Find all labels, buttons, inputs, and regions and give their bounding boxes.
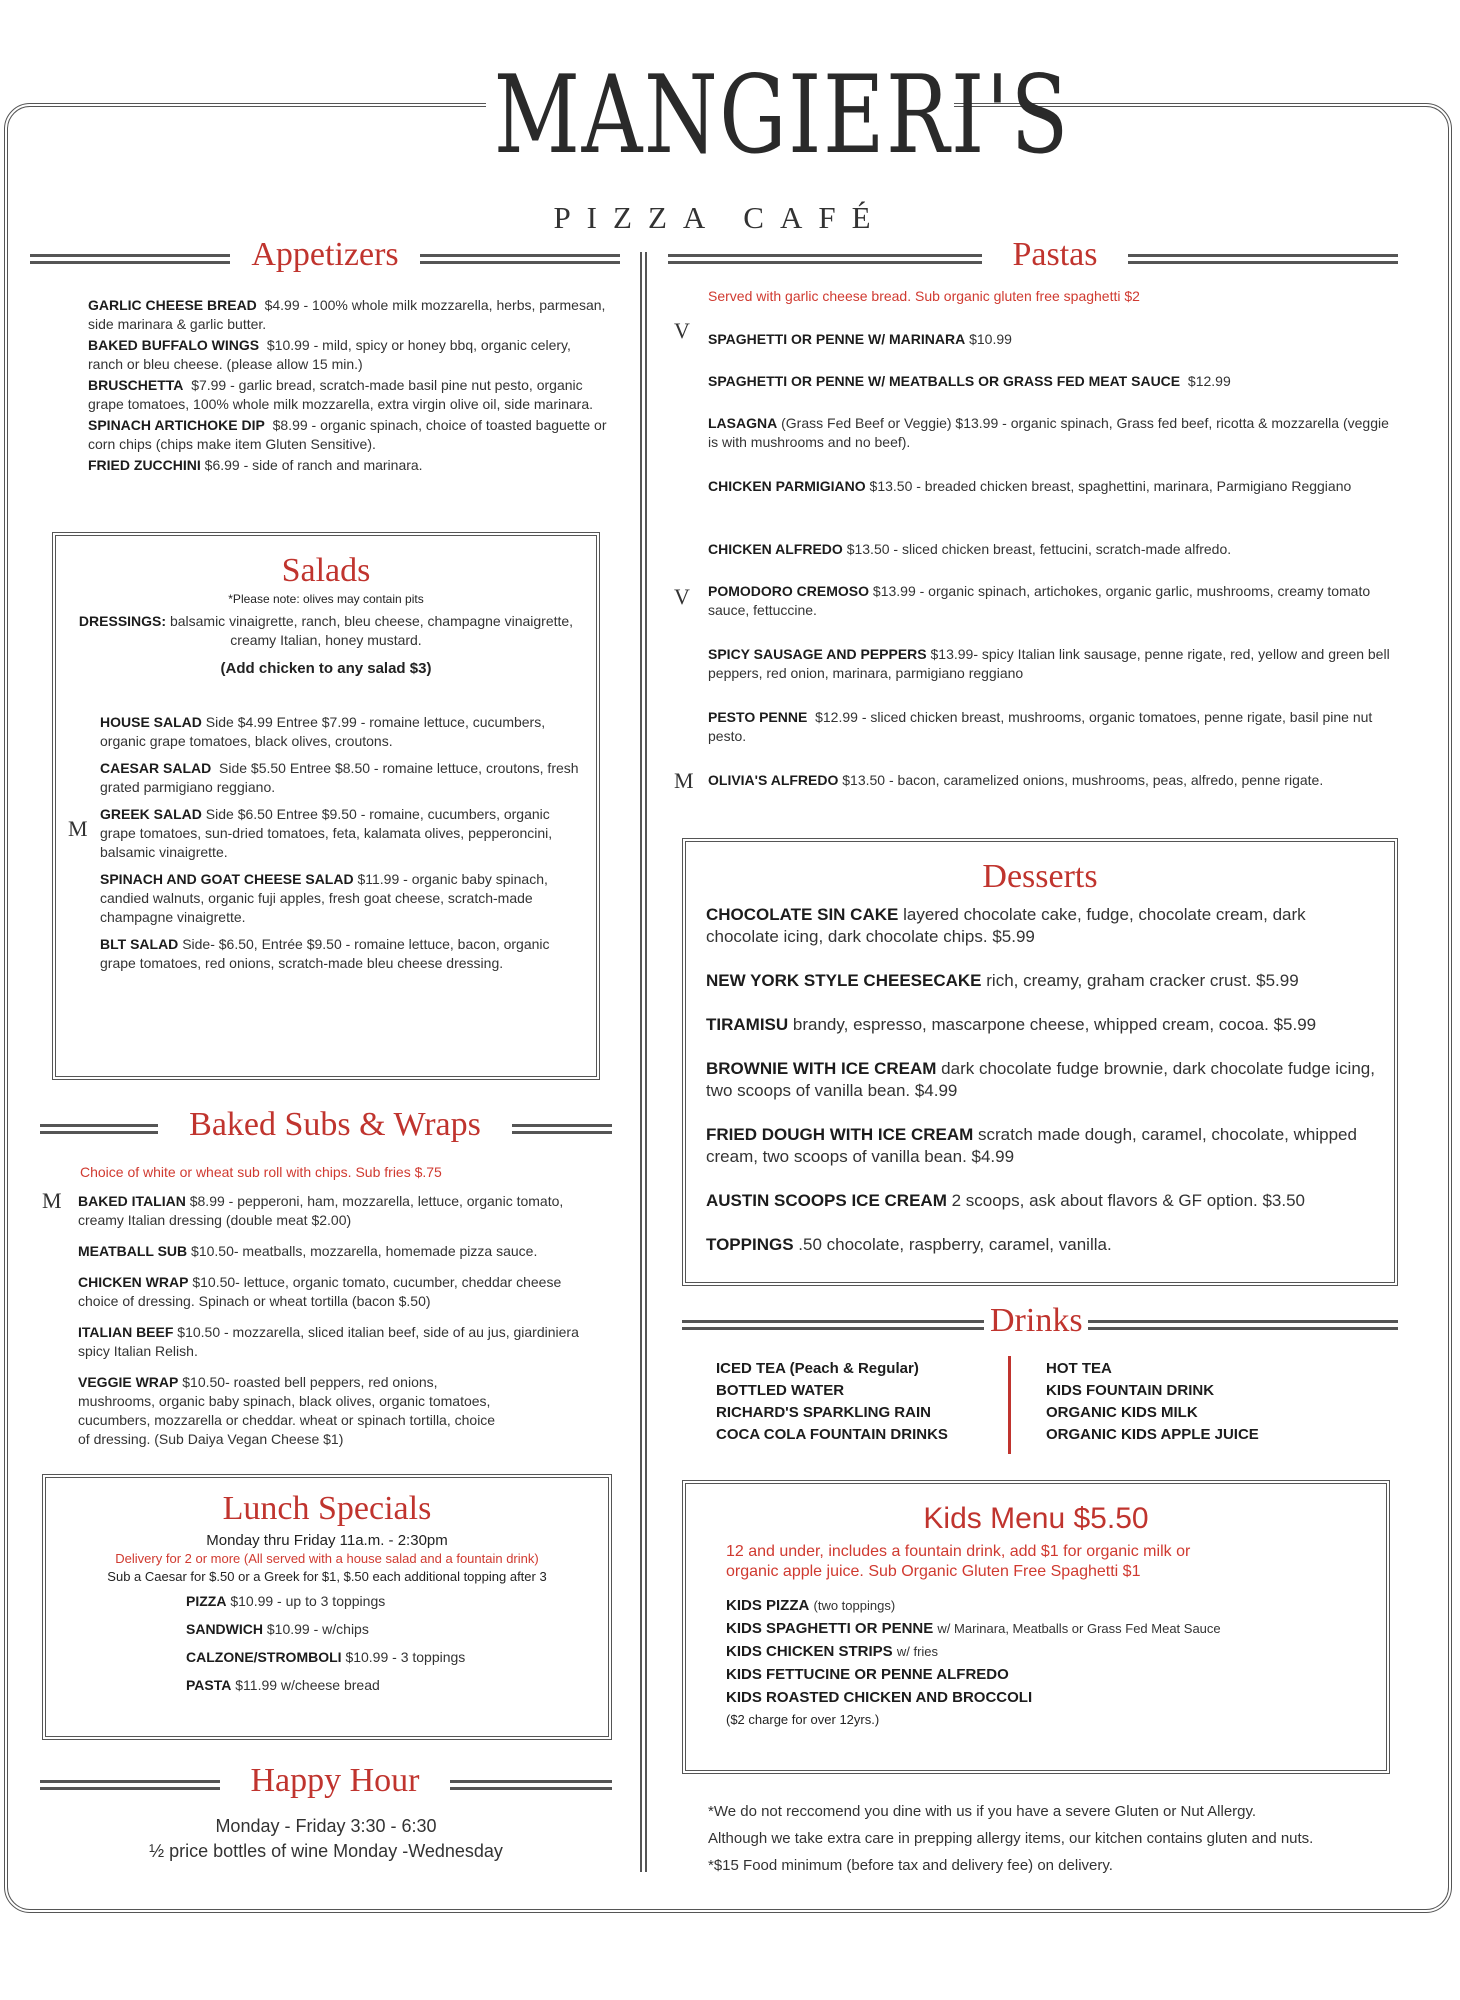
happy-hour-days: Monday - Friday 3:30 - 6:30 [215, 1816, 437, 1836]
item-name: KIDS FETTUCINE OR PENNE ALFREDO [726, 1666, 1009, 1683]
footnote: Although we take extra care in prepping allergy items, our kitchen contains gluten and nuts. [708, 1830, 1314, 1847]
item-desc: .50 chocolate, raspberry, caramel, vanilla. [798, 1235, 1112, 1254]
lunch-sub-note: Sub a Caesar for $.50 or a Greek for $1, $.50 each additional topping after 3 [107, 1569, 547, 1584]
footnote: *$15 Food minimum (before tax and delivery fee) on delivery. [708, 1857, 1113, 1874]
item-name: LASAGNA [708, 415, 778, 431]
item-desc: $11.99 - organic baby spinach, candied walnuts, organic fuji apples, fresh goat cheese, scratch-made champagne vinaigrette. [100, 871, 548, 925]
item-desc: $10.99 - w/chips [266, 1621, 369, 1637]
drinks-left-list [716, 1358, 1016, 1446]
menu-item [100, 870, 586, 927]
menu-item [78, 1373, 498, 1449]
item-desc: $6.99 - side of ranch and marinara. [204, 457, 423, 473]
pastas-list [708, 330, 1398, 790]
item-name: SPICY SAUSAGE AND PEPPERS [708, 646, 927, 662]
menu-item [88, 376, 608, 414]
subs-note: Choice of white or wheat sub roll with chips. Sub fries $.75 [80, 1164, 442, 1180]
drink-item: RICHARD'S SPARKLING RAIN [716, 1404, 931, 1421]
item-name: BAKED ITALIAN [78, 1193, 186, 1209]
salads-note: *Please note: olives may contain pits [228, 592, 424, 606]
item-desc: $4.99 - 100% whole milk mozzarella, herbs, parmesan, side marinara & garlic butter. [88, 297, 606, 332]
dressings-list: balsamic vinaigrette, ranch, bleu cheese, champagne vinaigrette, creamy Italian, honey mustard. [169, 613, 574, 648]
menu-item [706, 970, 1380, 992]
item-name: CHICKEN WRAP [78, 1274, 189, 1290]
happy-hour-info [40, 1814, 612, 1864]
item-desc: layered chocolate cake, fudge, chocolate cream, dark chocolate icing, dark chocolate chips. $5.99 [706, 905, 1306, 946]
salads-box [52, 532, 600, 1080]
menu-item [186, 1592, 608, 1611]
item-name: CAESAR SALAD [100, 760, 212, 776]
item-name: MEATBALL SUB [78, 1243, 188, 1259]
menu-item [100, 805, 586, 862]
subs-header [40, 1106, 612, 1152]
item-name: KIDS PIZZA [726, 1597, 810, 1614]
menu-item [708, 477, 1398, 540]
item-name: BAKED BUFFALO WINGS [88, 337, 260, 353]
item-name: KIDS CHICKEN STRIPS [726, 1643, 893, 1660]
dressings-text [76, 612, 576, 650]
item-desc: $12.99 - sliced chicken breast, mushrooms, organic tomatoes, penne rigate, basil pine nut pesto. [708, 709, 1373, 744]
item-desc: Side $6.50 Entree $9.50 - romaine, cucumbers, organic grape tomatoes, sun-dried tomatoes, feta, kalamata olives, pepperoncini, balsamic vinaigrette. [100, 806, 553, 860]
menu-item [88, 336, 608, 374]
menu-item [100, 935, 586, 973]
gluten-free-mark-icon: M [674, 768, 694, 793]
item-desc: $13.50 - sliced chicken breast, fettucini, scratch-made alfredo. [846, 541, 1232, 557]
item-name: AUSTIN SCOOPS ICE CREAM [706, 1191, 947, 1210]
item-name: OLIVIA'S ALFREDO [708, 772, 839, 788]
desserts-box [682, 838, 1398, 1286]
menu-item [100, 759, 586, 797]
item-name: BRUSCHETTA [88, 377, 184, 393]
item-name: SPINACH ARTICHOKE DIP [88, 417, 265, 433]
header-rule [668, 254, 982, 264]
drinks-divider [1008, 1356, 1011, 1454]
item-desc: $13.99- spicy Italian link sausage, penne rigate, red, yellow and green bell peppers, red onion, marinara, parmigiano reggiano [708, 646, 1390, 681]
lunch-list [186, 1592, 608, 1695]
item-desc: $10.50- lettuce, organic tomato, cucumber, cheddar cheese choice of dressing. Spinach or wheat tortilla (bacon $.50) [78, 1274, 562, 1309]
drink-item: COCA COLA FOUNTAIN DRINKS [716, 1426, 948, 1443]
item-desc: $10.50- roasted bell peppers, red onions, mushrooms, organic baby spinach, black olives, organic tomatoes, cucumbers, mozzarella or cheddar. wheat or spinach tortilla, choice of dressing. (Sub Daiya Vegan Cheese $1) [78, 1374, 496, 1447]
menu-item [708, 414, 1398, 477]
menu-item [726, 1640, 1386, 1663]
header-rule [1128, 254, 1398, 264]
item-desc: $10.99 - 3 toppings [345, 1649, 466, 1665]
item-name: ITALIAN BEEF [78, 1324, 174, 1340]
menu-item [100, 713, 586, 751]
section-title: Desserts [982, 858, 1098, 895]
item-desc: brandy, espresso, mascarpone cheese, whipped cream, cocoa. $5.99 [792, 1015, 1317, 1034]
menu-item [706, 1234, 1380, 1256]
item-name: GREEK SALAD [100, 806, 202, 822]
menu-item [186, 1648, 608, 1667]
drink-item: ORGANIC KIDS MILK [1046, 1404, 1198, 1421]
menu-item [726, 1663, 1386, 1686]
pastas-header [668, 236, 1398, 282]
item-name: BLT SALAD [100, 936, 179, 952]
menu-item [708, 372, 1398, 414]
item-desc: $8.99 - organic spinach, choice of toasted baguette or corn chips (chips make item Gluten Sensitive). [88, 417, 607, 452]
pastas-note: Served with garlic cheese bread. Sub organic gluten free spaghetti $2 [708, 288, 1140, 304]
vegetarian-mark-icon: V [674, 318, 690, 343]
drink-item: BOTTLED WATER [716, 1382, 845, 1399]
item-name: BROWNIE WITH ICE CREAM [706, 1059, 937, 1078]
appetizers-header [30, 236, 620, 282]
item-desc: $10.99 - mild, spicy or honey bbq, organic celery, ranch or bleu cheese. (please allow 15 min.) [88, 337, 571, 372]
menu-item [726, 1686, 1386, 1709]
section-title: Appetizers [230, 236, 420, 274]
item-name: GARLIC CHEESE BREAD [88, 297, 257, 313]
item-desc: $13.50 - bacon, caramelized onions, mushrooms, peas, alfredo, penne rigate. [842, 772, 1324, 788]
item-name: CHICKEN ALFREDO [708, 541, 843, 557]
happy-hour-deal: ½ price bottles of wine Monday -Wednesday [149, 1841, 503, 1861]
section-title: Happy Hour [220, 1762, 450, 1800]
header-rule [450, 1780, 612, 1790]
menu-item [88, 416, 608, 454]
item-name: PESTO PENNE [708, 709, 808, 725]
menu-item [708, 540, 1398, 582]
item-desc: Side $4.99 Entree $7.99 - romaine lettuce, cucumbers, organic grape tomatoes, black olives, croutons. [100, 714, 546, 749]
subs-list [78, 1192, 600, 1449]
kids-footer-note: ($2 charge for over 12yrs.) [726, 1712, 880, 1727]
menu-item [726, 1617, 1386, 1640]
section-title: Baked Subs & Wraps [158, 1106, 512, 1144]
gluten-free-mark-icon: M [42, 1188, 62, 1213]
menu-item [706, 1124, 1380, 1168]
item-desc: Side- $6.50, Entrée $9.50 - romaine lettuce, bacon, organic grape tomatoes, red onions, scratch-made bleu cheese dressing. [100, 936, 550, 971]
item-name: PASTA [186, 1677, 232, 1693]
item-desc: $11.99 w/cheese bread [235, 1677, 380, 1693]
item-desc: $10.50- meatballs, mozzarella, homemade pizza sauce. [191, 1243, 538, 1259]
kids-note: 12 and under, includes a fountain drink, add $1 for organic milk or organic apple juice. Sub Organic Gluten Free Spaghetti $1 [726, 1543, 1191, 1580]
column-divider [640, 252, 647, 1872]
item-desc: (two toppings) [813, 1598, 896, 1613]
menu-item [88, 456, 608, 475]
item-desc: $13.50 - breaded chicken breast, spaghettini, marinara, Parmigiano Reggiano [869, 478, 1352, 494]
item-desc: $7.99 - garlic bread, scratch-made basil pine nut pesto, organic grape tomatoes, 100% whole milk mozzarella, extra virgin olive oil, side marinara. [88, 377, 593, 412]
section-title: Pastas [982, 236, 1128, 274]
item-name: TIRAMISU [706, 1015, 789, 1034]
menu-item [708, 708, 1398, 771]
section-title: Drinks [984, 1302, 1088, 1340]
item-name: SPAGHETTI OR PENNE W/ MARINARA [708, 331, 966, 347]
desserts-list [706, 904, 1380, 1256]
add-chicken-note: (Add chicken to any salad $3) [220, 660, 432, 677]
drink-item: ICED TEA (Peach & Regular) [716, 1360, 919, 1377]
item-desc: (Grass Fed Beef or Veggie) $13.99 - organic spinach, Grass fed beef, ricotta & mozzarella (veggie is with mushrooms and no beef). [708, 415, 1389, 450]
vegetarian-mark-icon: V [674, 584, 690, 609]
item-desc: dark chocolate fudge brownie, dark chocolate fudge icing, two scoops of vanilla bean. $4.99 [706, 1059, 1375, 1100]
kids-list [726, 1594, 1386, 1731]
item-name: TOPPINGS [706, 1235, 794, 1254]
menu-item [708, 330, 1398, 372]
section-title: Salads [281, 552, 371, 589]
item-desc: Side $5.50 Entree $8.50 - romaine lettuce, croutons, fresh grated parmigiano reggiano. [100, 760, 579, 795]
item-name: NEW YORK STYLE CHEESECAKE [706, 971, 982, 990]
menu-item [708, 645, 1398, 708]
footnote: *We do not reccomend you dine with us if you have a severe Gluten or Nut Allergy. [708, 1803, 1257, 1820]
item-name: PIZZA [186, 1593, 227, 1609]
salads-list [100, 713, 586, 973]
item-desc: $13.99 - organic spinach, artichokes, organic garlic, mushrooms, creamy tomato sauce, fettuccine. [708, 583, 1371, 618]
item-name: CALZONE/STROMBOLI [186, 1649, 342, 1665]
menu-item [186, 1676, 608, 1695]
lunch-specials-box [42, 1474, 612, 1740]
item-desc: 2 scoops, ask about flavors & GF option. $3.50 [951, 1191, 1306, 1210]
gluten-free-mark-icon: M [68, 816, 88, 841]
menu-item [78, 1192, 600, 1230]
item-name: CHICKEN PARMIGIANO [708, 478, 866, 494]
menu-item [706, 1058, 1380, 1102]
menu-item [78, 1242, 600, 1261]
section-title: Lunch Specials [222, 1490, 432, 1527]
kids-menu-box [682, 1480, 1390, 1774]
drinks-right-list [1046, 1358, 1346, 1446]
header-rule [1088, 1320, 1398, 1330]
lunch-hours: Monday thru Friday 11a.m. - 2:30pm [206, 1532, 448, 1549]
item-name: VEGGIE WRAP [78, 1374, 179, 1390]
item-name: HOUSE SALAD [100, 714, 202, 730]
item-desc: $12.99 [1187, 373, 1231, 389]
header-rule [420, 254, 620, 264]
drink-item: KIDS FOUNTAIN DRINK [1046, 1382, 1215, 1399]
item-desc: w/ fries [896, 1644, 939, 1659]
menu-item [88, 296, 608, 334]
header-rule [512, 1124, 612, 1134]
restaurant-logo: MANGIERI'S [486, 62, 954, 170]
item-name: FRIED DOUGH WITH ICE CREAM [706, 1125, 974, 1144]
drink-item: ORGANIC KIDS APPLE JUICE [1046, 1426, 1259, 1443]
item-name: SPAGHETTI OR PENNE W/ MEATBALLS OR GRASS FED MEAT SAUCE [708, 373, 1181, 389]
item-desc: w/ Marinara, Meatballs or Grass Fed Meat Sauce [937, 1621, 1221, 1636]
item-desc: $10.50 - mozzarella, sliced italian beef, side of au jus, giardiniera spicy Italian Relish. [78, 1324, 579, 1359]
item-desc: scratch made dough, caramel, chocolate, whipped cream, two scoops of vanilla bean. $4.99 [706, 1125, 1357, 1166]
menu-item [706, 1014, 1380, 1036]
restaurant-subtitle: PIZZA CAFÉ [553, 200, 887, 235]
happy-hour-header [40, 1762, 612, 1808]
header-rule [40, 1124, 158, 1134]
footnotes [708, 1798, 1408, 1879]
header-rule [40, 1780, 220, 1790]
lunch-delivery-note: Delivery for 2 or more (All served with a house salad and a fountain drink) [115, 1551, 539, 1566]
header-rule [682, 1320, 984, 1330]
item-name: KIDS ROASTED CHICKEN AND BROCCOLI [726, 1689, 1033, 1706]
item-name: KIDS SPAGHETTI OR PENNE [726, 1620, 934, 1637]
item-desc: $10.99 [969, 331, 1012, 347]
item-desc: $10.99 - up to 3 toppings [230, 1593, 386, 1609]
item-name: POMODORO CREMOSO [708, 583, 870, 599]
item-desc: rich, creamy, graham cracker crust. $5.99 [986, 971, 1299, 990]
drinks-header [682, 1302, 1398, 1348]
item-name: SANDWICH [186, 1621, 263, 1637]
menu-item [78, 1273, 600, 1311]
drink-item: HOT TEA [1046, 1360, 1112, 1377]
item-name: CHOCOLATE SIN CAKE [706, 905, 899, 924]
section-title: Kids Menu $5.50 [923, 1502, 1149, 1535]
item-name: SPINACH AND GOAT CHEESE SALAD [100, 871, 354, 887]
menu-item [78, 1323, 600, 1361]
item-desc: $8.99 - pepperoni, ham, mozzarella, lettuce, organic tomato, creamy Italian dressing (double meat $2.00) [78, 1193, 564, 1228]
menu-item [706, 1190, 1380, 1212]
header-rule [30, 254, 230, 264]
menu-item [726, 1594, 1386, 1617]
menu-item [708, 582, 1398, 645]
appetizers-list [88, 296, 608, 475]
menu-item [186, 1620, 608, 1639]
item-name: FRIED ZUCCHINI [88, 457, 201, 473]
dressings-label: DRESSINGS: [78, 613, 167, 629]
menu-item [708, 771, 1398, 790]
menu-item [706, 904, 1380, 948]
